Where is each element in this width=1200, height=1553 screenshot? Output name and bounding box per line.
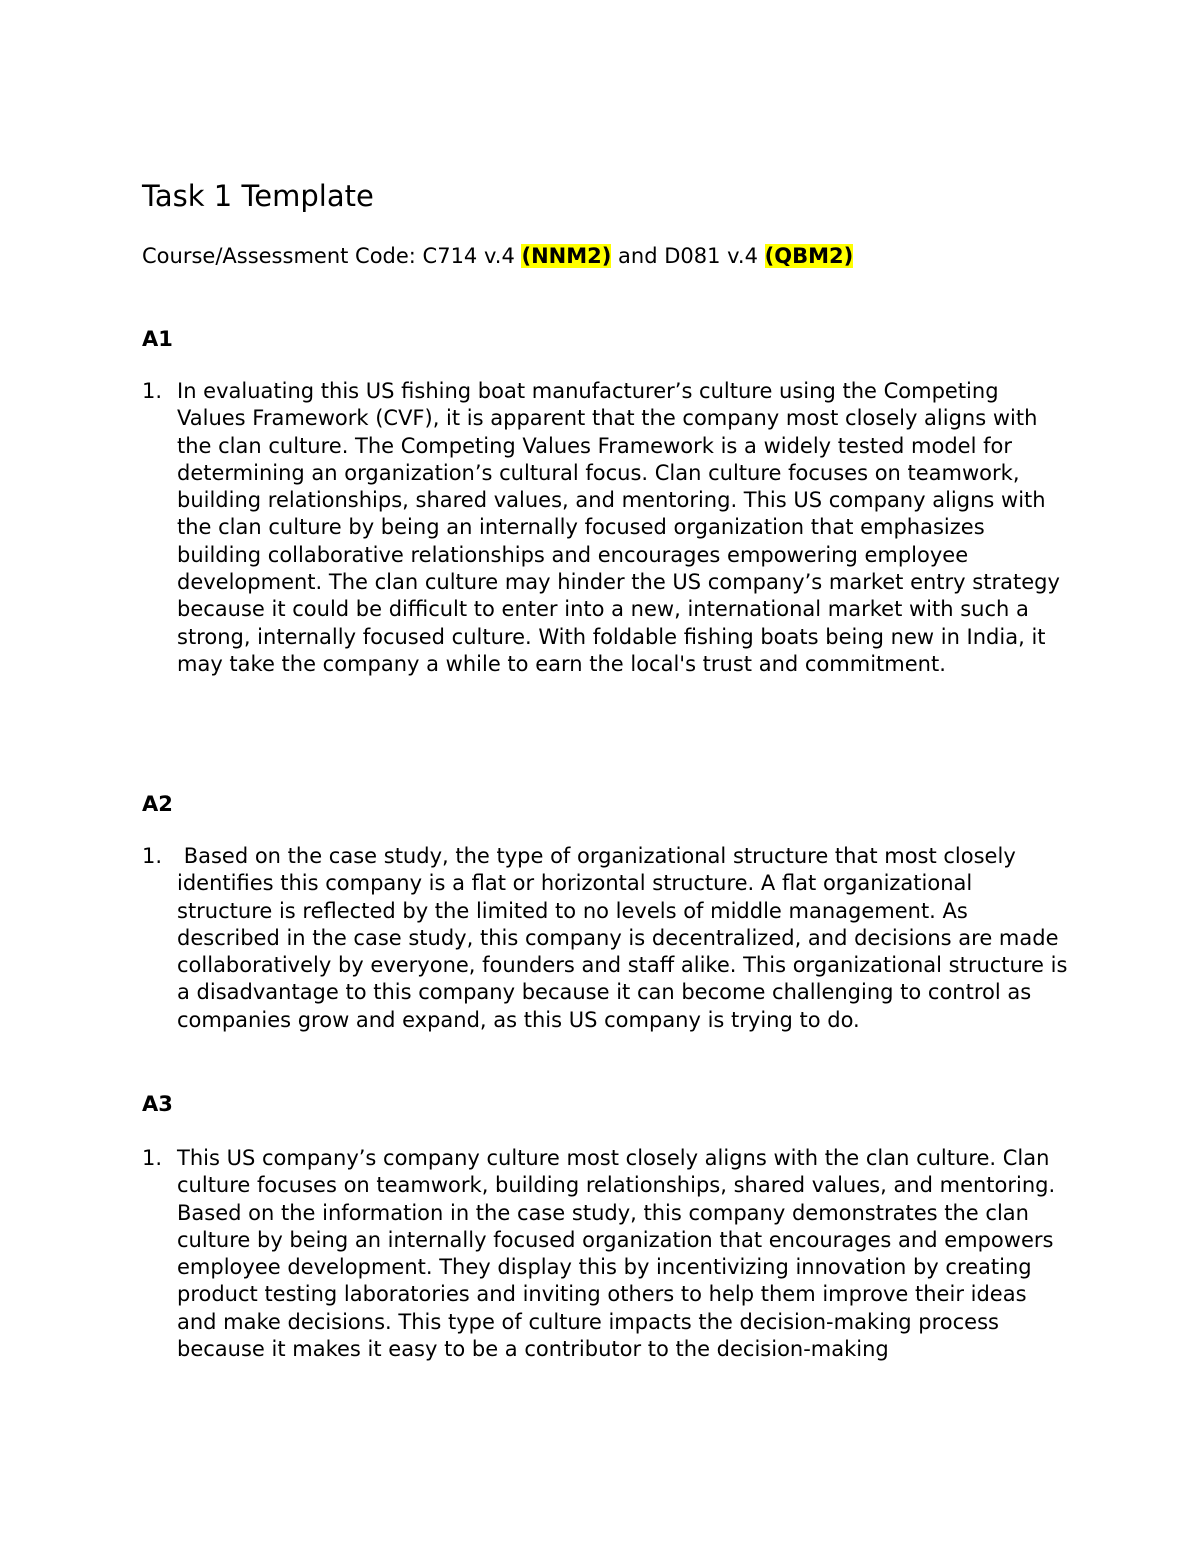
- section-heading-a1: A1: [142, 327, 173, 351]
- section-heading-a3: A3: [142, 1092, 173, 1116]
- list-item: [142, 1145, 1072, 1363]
- course-code-highlight-qbm2: (QBM2): [764, 244, 854, 268]
- list-number: 1.: [142, 844, 163, 868]
- list-number: 1.: [142, 379, 163, 403]
- course-code-middle: and D081 v.4: [611, 244, 765, 268]
- list-item: [142, 378, 1072, 678]
- course-assessment-code: [142, 241, 853, 271]
- answer-text-a1: In evaluating this US fishing boat manufacturer’s culture using the Competing Values Framework (CVF), it is apparent that the company most closely aligns with the clan culture. The Competing Values Framework is a widely tested model for determining an organization’s cultural focus. Clan culture focuses on teamwork, building relationships, shared values, and mentoring. This US company aligns with the clan culture by being an internally focused organization that emphasizes building collaborative relationships and encourages empowering employee development. The clan culture may hinder the US company’s market entry strategy because it could be difficult to enter into a new, international market with such a strong, internally focused culture. With foldable fishing boats being new in India, it may take the company a while to earn the local's trust and commitment.: [177, 379, 1060, 676]
- document-title: Task 1 Template: [142, 179, 374, 213]
- section-a1-list: [142, 378, 1072, 678]
- section-a2-list: [142, 843, 1075, 1034]
- answer-text-a2: Based on the case study, the type of organizational structure that most closely identifies this company is a flat or horizontal structure. A flat organizational structure is reflected by the limited to no levels of middle management. As described in the case study, this company is decentralized, and decisions are made collaboratively by everyone, founders and staff alike. This organizational structure is a disadvantage to this company because it can become challenging to control as companies grow and expand, as this US company is trying to do.: [177, 844, 1075, 1032]
- list-item: [142, 843, 1075, 1034]
- course-code-prefix: Course/Assessment Code: C714 v.4: [142, 244, 522, 268]
- section-a3-list: [142, 1145, 1072, 1363]
- list-number: 1.: [142, 1146, 163, 1170]
- section-heading-a2: A2: [142, 792, 173, 816]
- answer-text-a3: This US company’s company culture most closely aligns with the clan culture. Clan culture focuses on teamwork, building relationships, shared values, and mentoring. Based on the information in the case study, this company demonstrates the clan culture by being an internally focused organization that encourages and empowers employee development. They display this by incentivizing innovation by creating product testing laboratories and inviting others to help them improve their ideas and make decisions. This type of culture impacts the decision-making process because it makes it easy to be a contributor to the decision-making: [177, 1146, 1056, 1362]
- course-code-highlight-nnm2: (NNM2): [521, 244, 612, 268]
